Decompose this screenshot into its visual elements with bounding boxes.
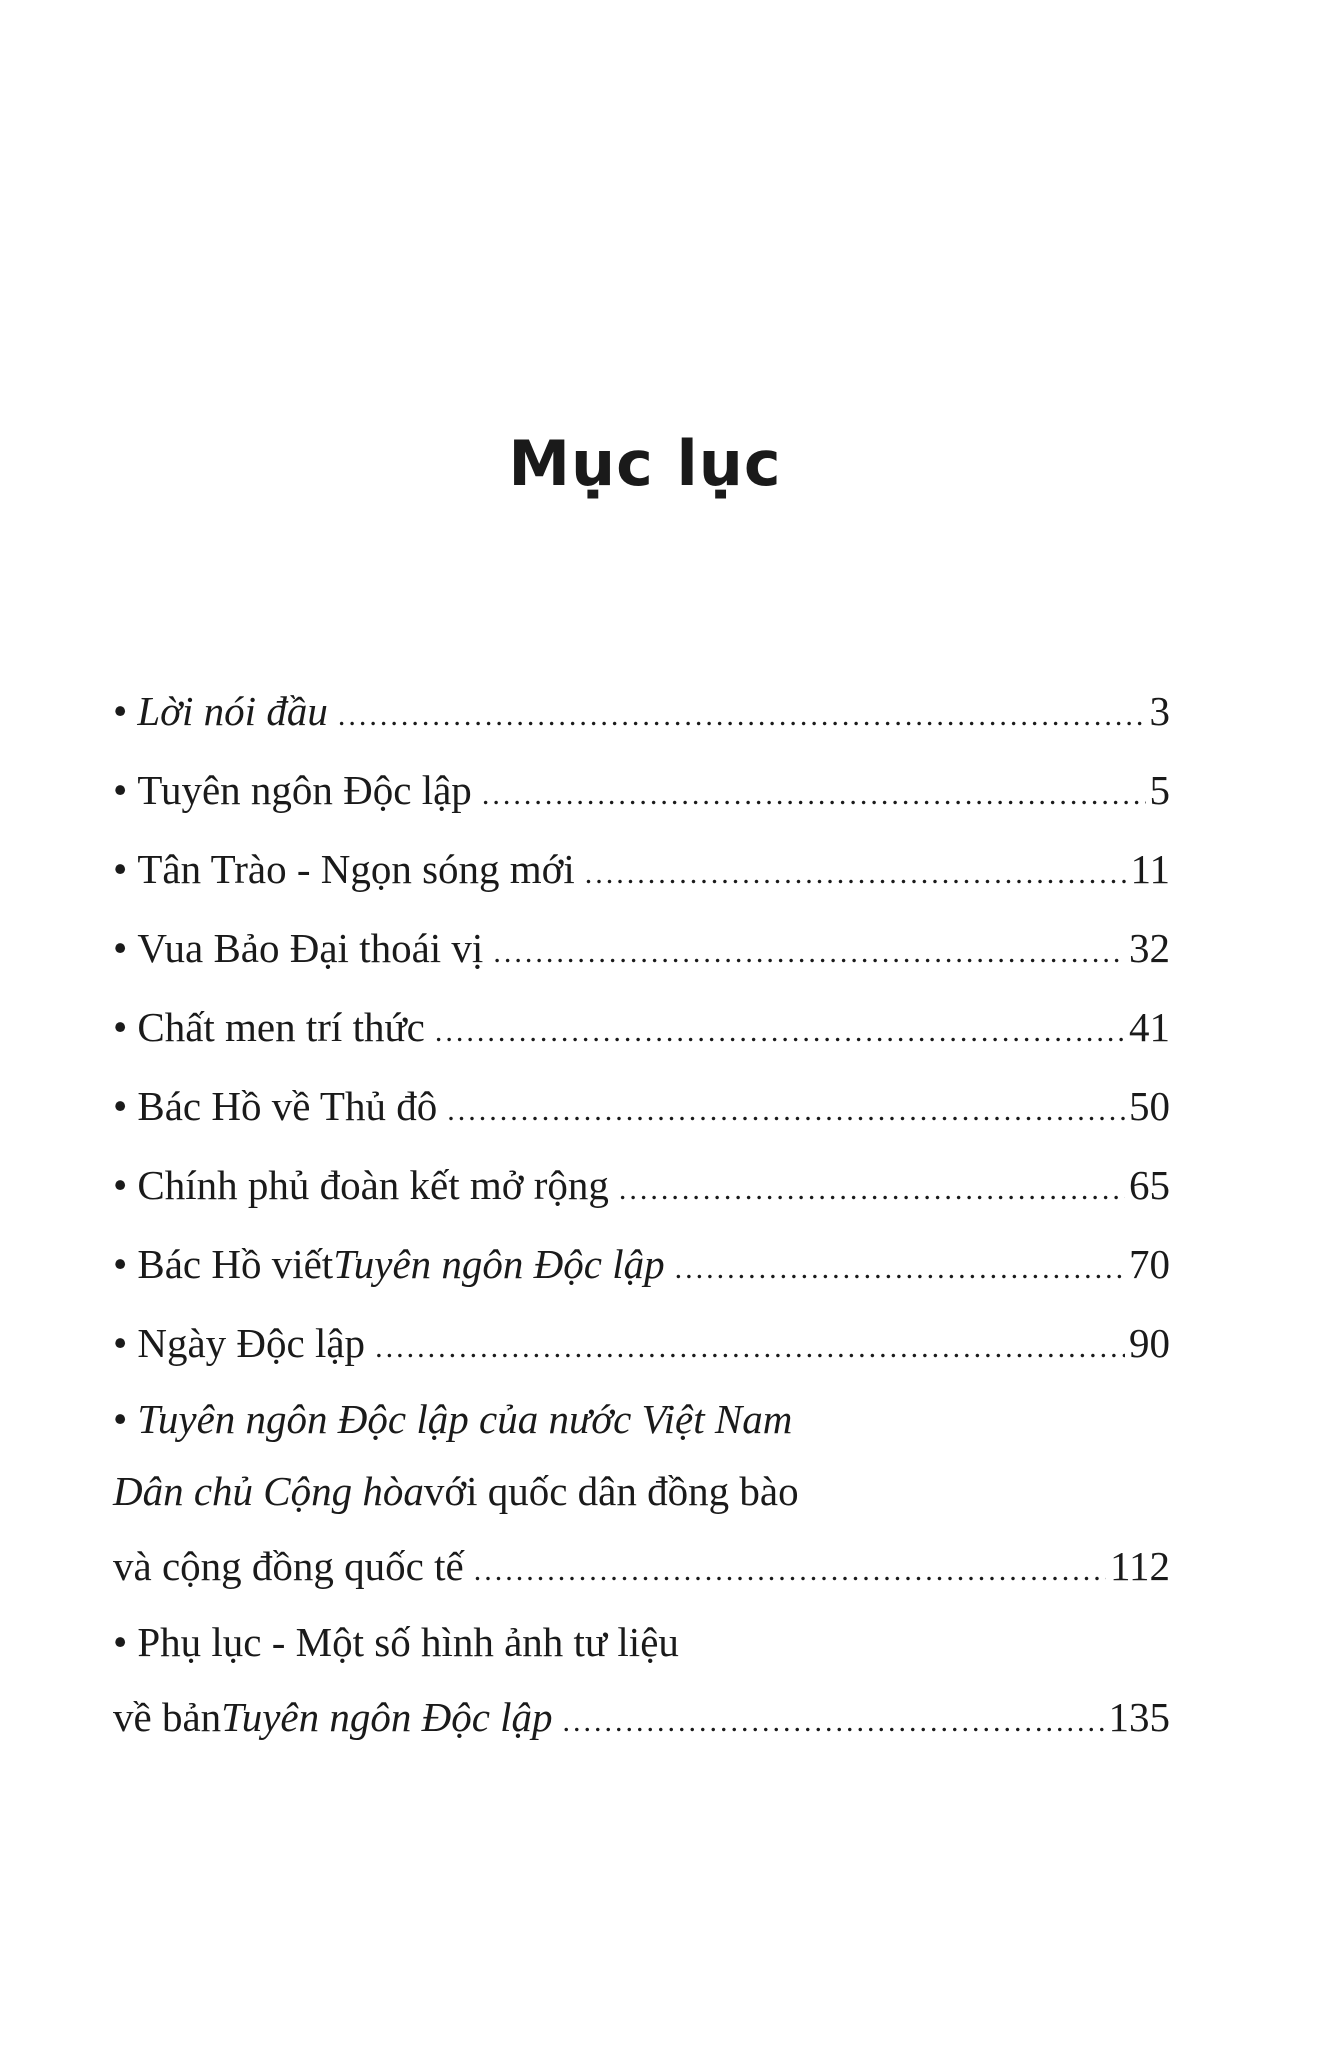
- toc-line: [113, 830, 1170, 909]
- entry-title-part: Lời nói đầu: [137, 688, 328, 734]
- entry-title-part: Bác Hồ về Thủ đô: [137, 1083, 438, 1129]
- toc-entry[interactable]: [113, 1606, 1170, 1757]
- entry-title-part: Bác Hồ viết: [137, 1241, 334, 1287]
- bullet-icon: •: [113, 1083, 128, 1129]
- dot-leader: [493, 913, 1125, 992]
- toc-line: [113, 988, 1170, 1067]
- entry-title-part: về bản: [113, 1694, 222, 1740]
- page-number: 135: [1108, 1694, 1170, 1740]
- page-title: Mục lục: [508, 426, 782, 500]
- toc-entry[interactable]: [113, 909, 1170, 988]
- toc-entry[interactable]: [113, 1304, 1170, 1383]
- page-number: 112: [1110, 1543, 1170, 1589]
- toc-line: [113, 1678, 1170, 1757]
- bullet-icon: •: [113, 1004, 128, 1050]
- bullet-icon: •: [113, 1320, 128, 1366]
- dot-leader: [474, 1531, 1106, 1610]
- entry-title-part: và cộng đồng quốc tế: [113, 1543, 464, 1589]
- bullet-icon: •: [113, 1162, 128, 1208]
- entry-title-part: Tuyên ngôn Độc lập: [137, 767, 472, 813]
- page-number: 5: [1149, 767, 1170, 813]
- bullet-icon: •: [113, 925, 128, 971]
- dot-leader: [447, 1071, 1125, 1150]
- entry-title-part: Dân chủ Cộng hòa: [113, 1468, 424, 1514]
- toc-entry[interactable]: [113, 1067, 1170, 1146]
- toc-entry[interactable]: [113, 672, 1170, 751]
- toc-line: [113, 1527, 1170, 1606]
- toc-entry[interactable]: [113, 988, 1170, 1067]
- entry-title-part: Chính phủ đoàn kết mở rộng: [137, 1162, 609, 1208]
- toc-entry[interactable]: [113, 830, 1170, 909]
- dot-leader: [482, 755, 1146, 834]
- toc-line: [113, 1225, 1170, 1304]
- toc-line: [113, 1383, 1170, 1455]
- bullet-icon: •: [113, 1619, 128, 1665]
- toc-line: [113, 1304, 1170, 1383]
- entry-title-part: Vua Bảo Đại thoái vị: [137, 925, 484, 971]
- page-number: 32: [1129, 925, 1170, 971]
- dot-leader: [619, 1150, 1125, 1229]
- dot-leader: [375, 1308, 1125, 1387]
- entry-title-part: Tuyên ngôn Độc lập của nước Việt Nam: [137, 1396, 793, 1442]
- dot-leader: [338, 676, 1146, 755]
- bullet-icon: •: [113, 688, 128, 734]
- entry-title-part: Tuyên ngôn Độc lập: [333, 1241, 665, 1287]
- dot-leader: [675, 1229, 1125, 1308]
- page-number: 3: [1149, 688, 1170, 734]
- toc-entry[interactable]: [113, 1146, 1170, 1225]
- page-number: 90: [1129, 1320, 1170, 1366]
- page-number: 50: [1129, 1083, 1170, 1129]
- entry-title-part: Ngày Độc lập: [137, 1320, 366, 1366]
- toc-line: [113, 672, 1170, 751]
- bullet-icon: •: [113, 1241, 128, 1287]
- toc-line: [113, 1606, 1170, 1678]
- dot-leader: [435, 992, 1125, 1071]
- toc-line: [113, 1455, 1170, 1527]
- dot-leader: [563, 1682, 1105, 1761]
- page-number: 41: [1129, 1004, 1170, 1050]
- dot-leader: [585, 834, 1127, 913]
- toc-entry[interactable]: [113, 1225, 1170, 1304]
- toc-line: [113, 909, 1170, 988]
- bullet-icon: •: [113, 767, 128, 813]
- table-of-contents: [113, 672, 1170, 1757]
- entry-title-part: Phụ lục - Một số hình ảnh tư liệu: [137, 1619, 679, 1665]
- entry-title-part: Tuyên ngôn Độc lập: [221, 1694, 553, 1740]
- bullet-icon: •: [113, 846, 128, 892]
- entry-title-part: với quốc dân đồng bào: [423, 1468, 799, 1514]
- page-number: 65: [1129, 1162, 1170, 1208]
- toc-line: [113, 751, 1170, 830]
- entry-title-part: Tân Trào - Ngọn sóng mới: [137, 846, 575, 892]
- toc-entry[interactable]: [113, 1383, 1170, 1606]
- toc-entry[interactable]: [113, 751, 1170, 830]
- toc-line: [113, 1067, 1170, 1146]
- entry-title-part: Chất men trí thức: [137, 1004, 425, 1050]
- page-number: 11: [1130, 846, 1170, 892]
- page-number: 70: [1129, 1241, 1170, 1287]
- toc-line: [113, 1146, 1170, 1225]
- bullet-icon: •: [113, 1396, 128, 1442]
